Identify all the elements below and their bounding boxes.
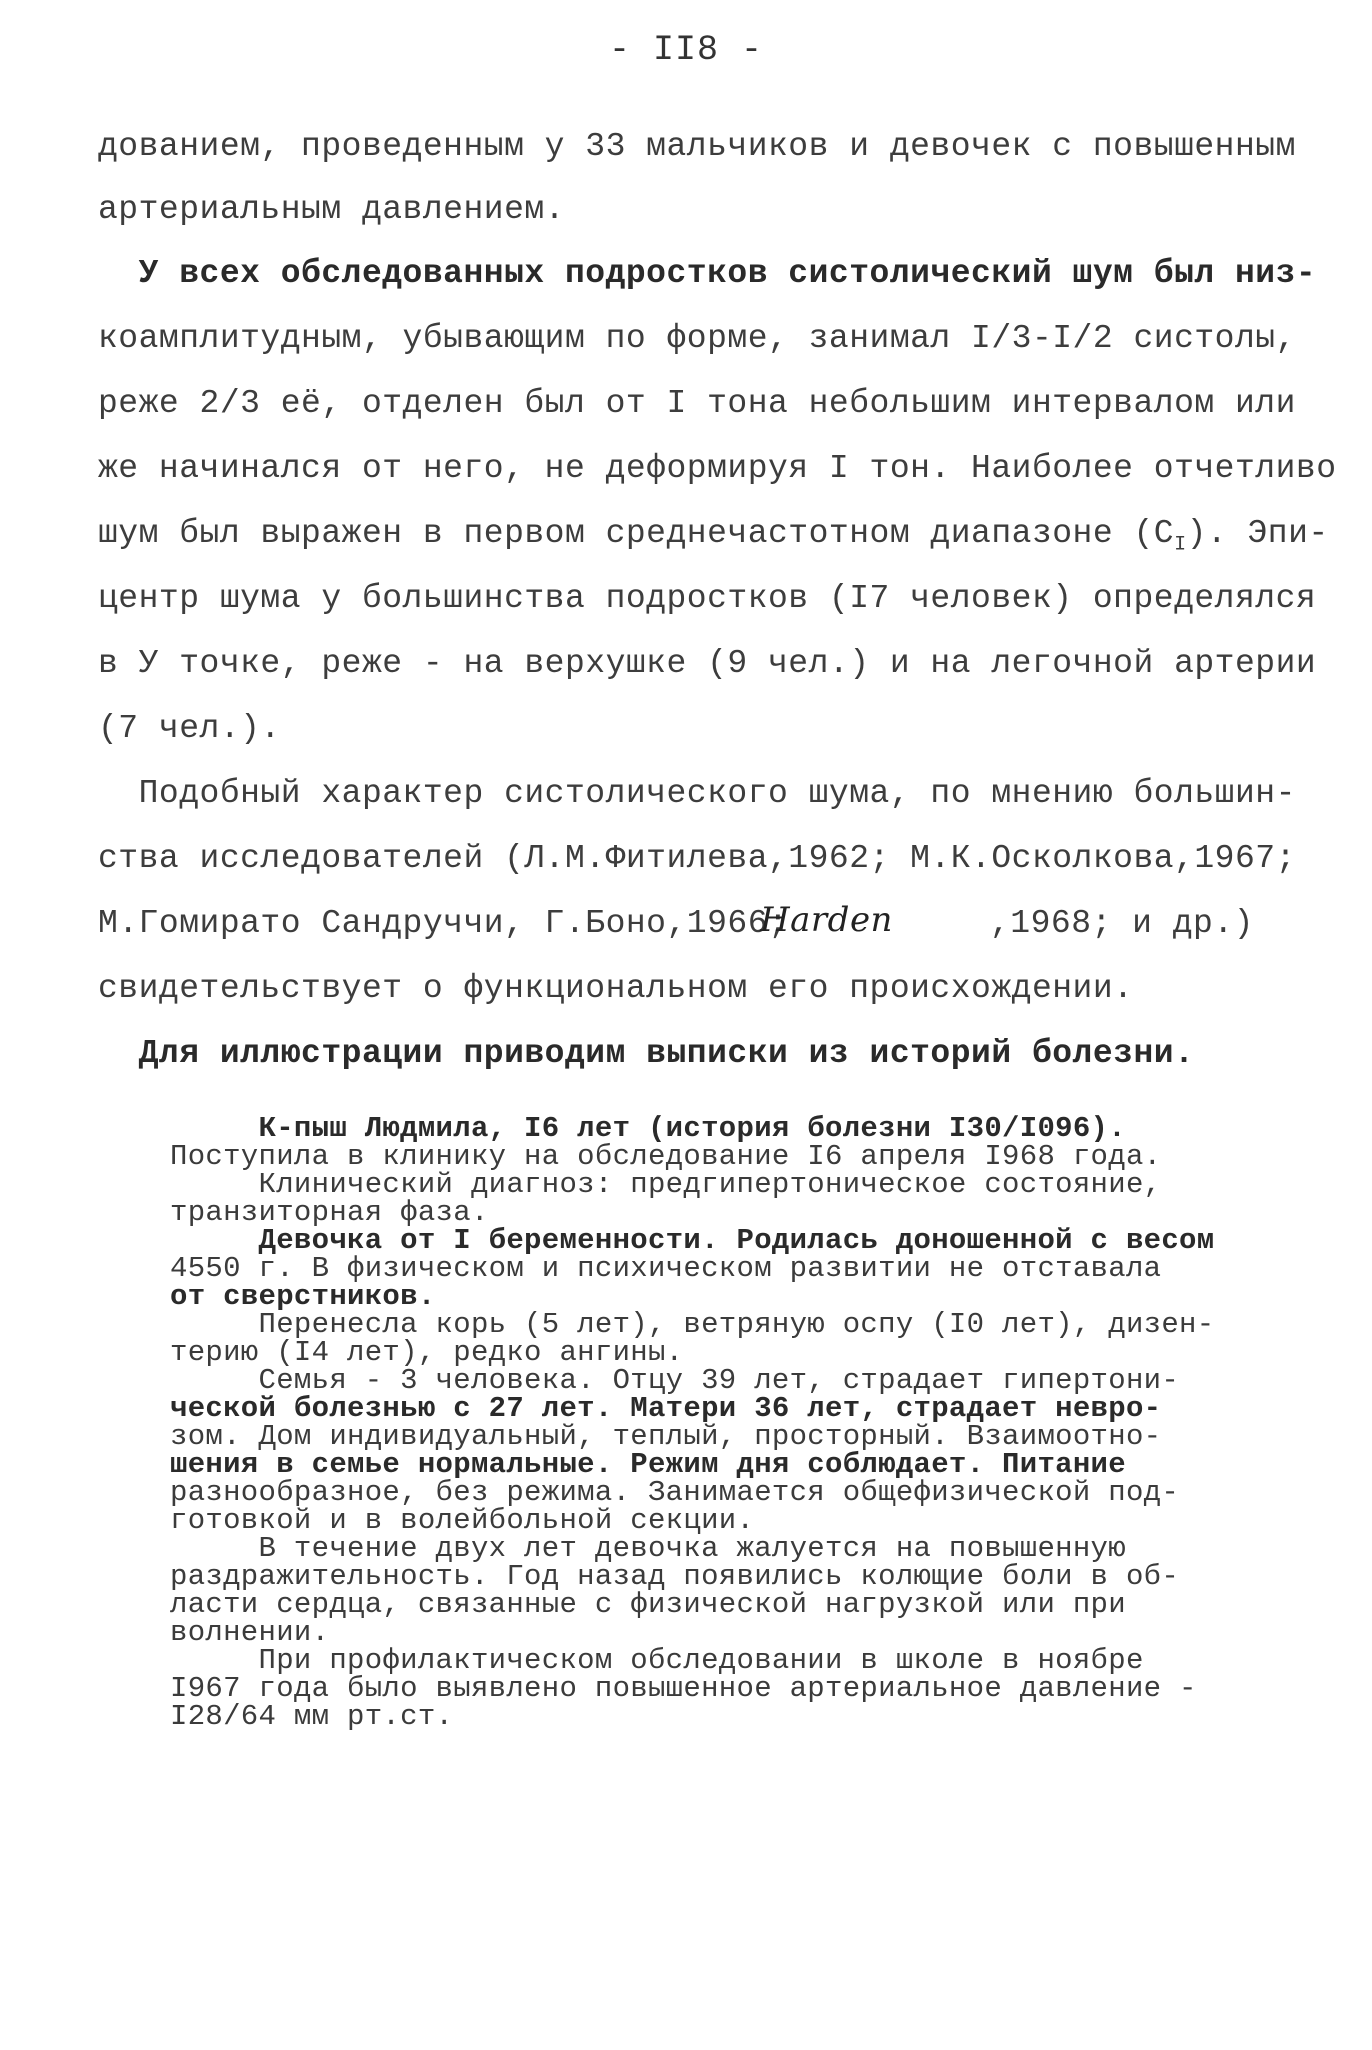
case-history-line: I28/64 мм рт.ст. <box>170 1700 454 1733</box>
case-history-line: Поступила в клинику на обследование I6 апреля I968 года. <box>170 1140 1162 1173</box>
paragraph-2-line: же начинался от него, не деформируя I тон. Наиболее отчетливо <box>98 450 1337 487</box>
case-history-line: от сверстников. <box>170 1280 436 1313</box>
paragraph-1-line: дованием, проведенным у 33 мальчиков и девочек с повышенным <box>98 128 1296 165</box>
case-history-line: При профилактическом обследовании в школе в ноябре <box>170 1644 1144 1677</box>
case-history-line: Перенесла корь (5 лет), ветряную оспу (I0 лет), дизен- <box>170 1308 1215 1341</box>
case-history-line: транзиторная фаза. <box>170 1196 489 1229</box>
case-history-line: ласти сердца, связанные с физической нагрузкой или при <box>170 1588 1126 1621</box>
case-history-line: зом. Дом индивидуальный, теплый, просторный. Взаимоотно- <box>170 1420 1162 1453</box>
paragraph-2-line-end: ). Эпи- <box>1186 515 1329 552</box>
paragraph-3-line-end: ,1968; и др.) <box>990 905 1254 942</box>
page-number: - II8 - <box>608 30 764 70</box>
case-history-line: шения в семье нормальные. Режим дня соблюдает. Питание <box>170 1448 1126 1481</box>
case-history-line: ческой болезнью с 27 лет. Матери 36 лет, страдает невро- <box>170 1392 1162 1425</box>
case-history-line: Семья - 3 человека. Отцу 39 лет, страдает гипертони- <box>170 1364 1180 1397</box>
paragraph-4-line: Для иллюстрации приводим выписки из историй болезни. <box>98 1035 1195 1072</box>
paragraph-2-line: (7 чел.). <box>98 710 281 747</box>
paragraph-2-line: в У точке, реже - на верхушке (9 чел.) и на легочной артерии <box>98 645 1317 682</box>
case-history-line: В течение двух лет девочка жалуется на повышенную <box>170 1532 1126 1565</box>
case-history-line: К-пыш Людмила, I6 лет (история болезни I30/I096). <box>170 1112 1126 1145</box>
case-history-line: I967 года было выявлено повышенное артериальное давление - <box>170 1672 1197 1705</box>
paragraph-1-line: артериальным давлением. <box>98 191 565 228</box>
paragraph-3-line: М.Гомирато Сандруччи, Г.Боно,1966; <box>98 905 789 942</box>
case-history-line: 4550 г. В физическом и психическом развитии не отставала <box>170 1252 1162 1285</box>
case-history-line: разнообразное, без режима. Занимается общефизической под- <box>170 1476 1180 1509</box>
case-history-line: волнении. <box>170 1616 330 1649</box>
paragraph-2-line: центр шума у большинства подростков (I7 человек) определялся <box>98 580 1317 617</box>
paragraph-3-line: ства исследователей (Л.М.Фитилева,1962; М.К.Осколкова,1967; <box>98 840 1296 877</box>
case-history-line: Клинический диагноз: предгипертоническое состояние, <box>170 1168 1162 1201</box>
case-history-line: Девочка от I беременности. Родилась доношенной с весом <box>170 1224 1215 1257</box>
paragraph-2-line-text: шум был выражен в первом среднечастотном диапазоне (C <box>98 515 1175 552</box>
case-history-line: раздражительность. Год назад появились колющие боли в об- <box>170 1560 1180 1593</box>
paragraph-2-subscript: I <box>1174 533 1187 557</box>
handwritten-author-name: Harden <box>760 900 893 940</box>
paragraph-3-line: свидетельствует о функциональном его происхождении. <box>98 970 1134 1007</box>
paragraph-2-line: У всех обследованных подростков систолический шум был низ- <box>98 255 1317 292</box>
paragraph-2-line: реже 2/3 её, отделен был от I тона небольшим интервалом или <box>98 385 1296 422</box>
paragraph-2-line: коамплитудным, убывающим по форме, занимал I/3-I/2 систолы, <box>98 320 1296 357</box>
case-history-line: готовкой и в волейбольной секции. <box>170 1504 755 1537</box>
paragraph-3-line: Подобный характер систолического шума, по мнению большин- <box>98 775 1296 812</box>
case-history-line: терию (I4 лет), редко ангины. <box>170 1336 684 1369</box>
paragraph-2-line <box>98 515 1329 557</box>
